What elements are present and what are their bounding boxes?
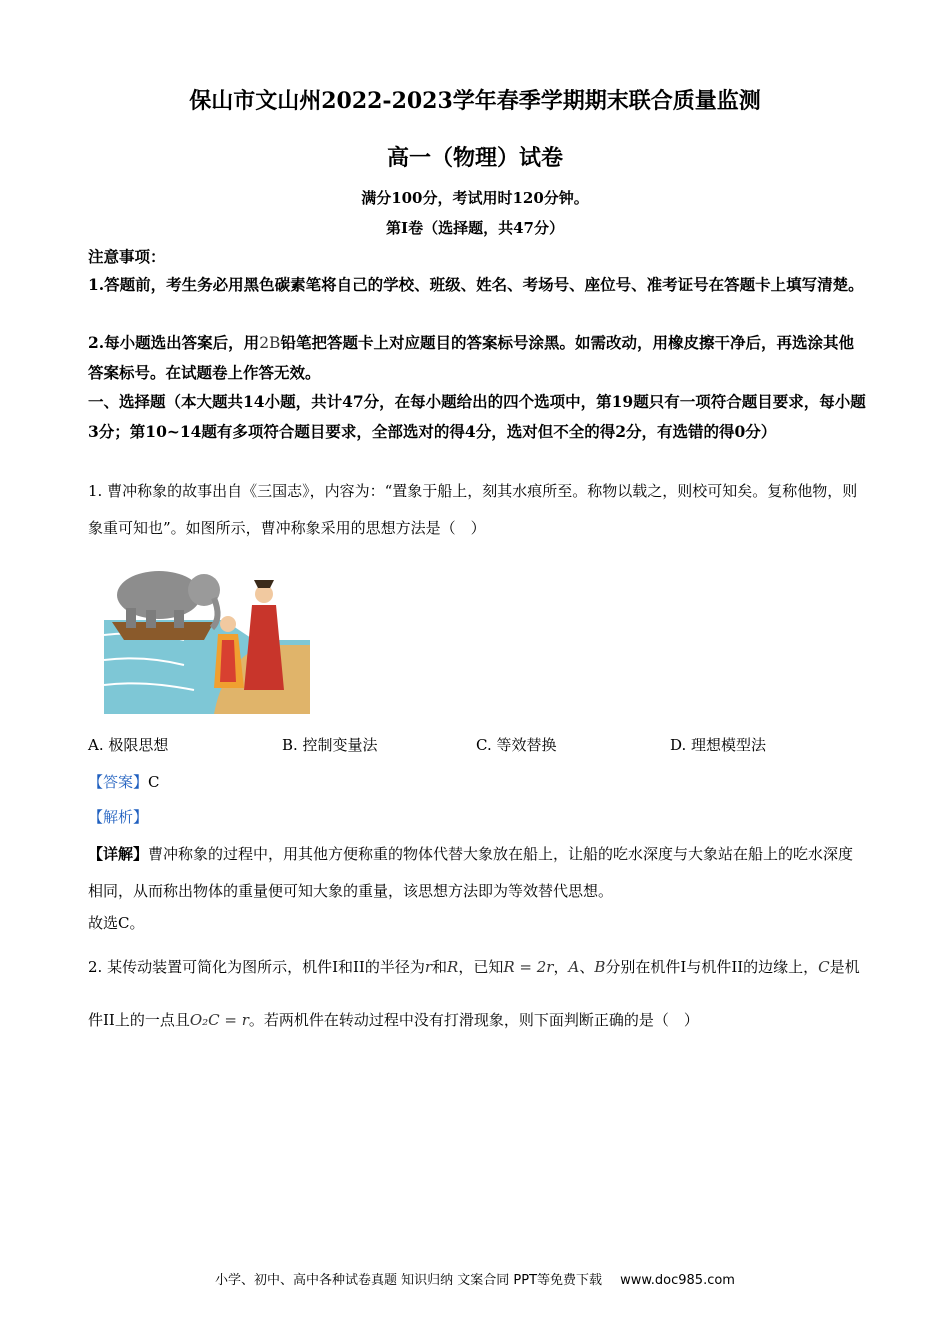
- question-2-stem: 2. 某传动装置可简化为图所示，机件I和II的半径为r和R，已知R = 2r，A、B分别在机件I与机件II的边缘上，C是机件II上的一点且O₂C = r。若两机件在转动过程中没有打滑现象，则下面判断正确的是（ ）: [88, 958, 860, 1029]
- part1-heading: 一、选择题（本大题共14小题，共计47分，在每小题给出的四个选项中，第19题只有一项符合题目要求，每小题3分；第10~14题有多项符合题目要求，全部选对的得4分，选对但不全的得2分，有选错的得0分）: [88, 392, 866, 441]
- section-heading: 第I卷（选择题，共47分）: [386, 219, 564, 237]
- answer-tag: 【答案】: [88, 773, 149, 791]
- notice-heading: 注意事项：: [88, 247, 166, 266]
- question-1-stem: 1. 曹冲称象的故事出自《三国志》，内容为：“置象于船上，刻其水痕所至。称物以载之，则校可知矣。复称他物，则象重可知也”。如图所示，曹冲称象采用的思想方法是（ ）: [88, 482, 858, 537]
- footer-text: 小学、初中、高中各种试卷真题 知识归纳 文案合同 PPT等免费下载: [215, 1273, 603, 1288]
- notice-item-2: 2.每小题选出答案后，用2B铅笔把答题卡上对应题目的答案标号涂黑。如需改动，用橡皮擦干净后，再选涂其他答案标号。在试题卷上作答无效。: [88, 333, 854, 382]
- page-footer: [0, 1269, 950, 1288]
- answer-value: C: [148, 773, 160, 791]
- analysis-line: [88, 801, 868, 833]
- cao-chong-elephant-illustration: [104, 560, 310, 714]
- option-c: C. 等效替换: [476, 736, 557, 754]
- option-d: D. 理想模型法: [670, 736, 767, 754]
- exam-title: 保山市文山州2022-2023学年春季学期期末联合质量监测: [189, 88, 761, 114]
- footer-url: www.doc985.com: [620, 1273, 735, 1288]
- exam-subtitle: 高一（物理）试卷: [386, 145, 563, 171]
- conclusion-line: 故选C。: [88, 914, 145, 932]
- detail-paragraph: 【详解】曹冲称象的过程中，用其他方便称重的物体代替大象放在船上，让船的吃水深度与大象站在船上的吃水深度相同，从而称出物体的重量便可知大象的重量，该思想方法即为等效替代思想。: [88, 845, 854, 900]
- option-a: A. 极限思想: [88, 736, 169, 754]
- analysis-tag: 【解析】: [88, 808, 149, 826]
- detail-tag: 【详解】: [88, 845, 149, 863]
- exam-info: 满分100分，考试用时120分钟。: [361, 189, 589, 207]
- notice-item-1: 1.答题前，考生务必用黑色碳素笔将自己的学校、班级、姓名、考场号、座位号、准考证号在答题卡上填写清楚。: [88, 275, 864, 294]
- answer-line: [88, 766, 868, 798]
- option-b: B. 控制变量法: [282, 736, 378, 754]
